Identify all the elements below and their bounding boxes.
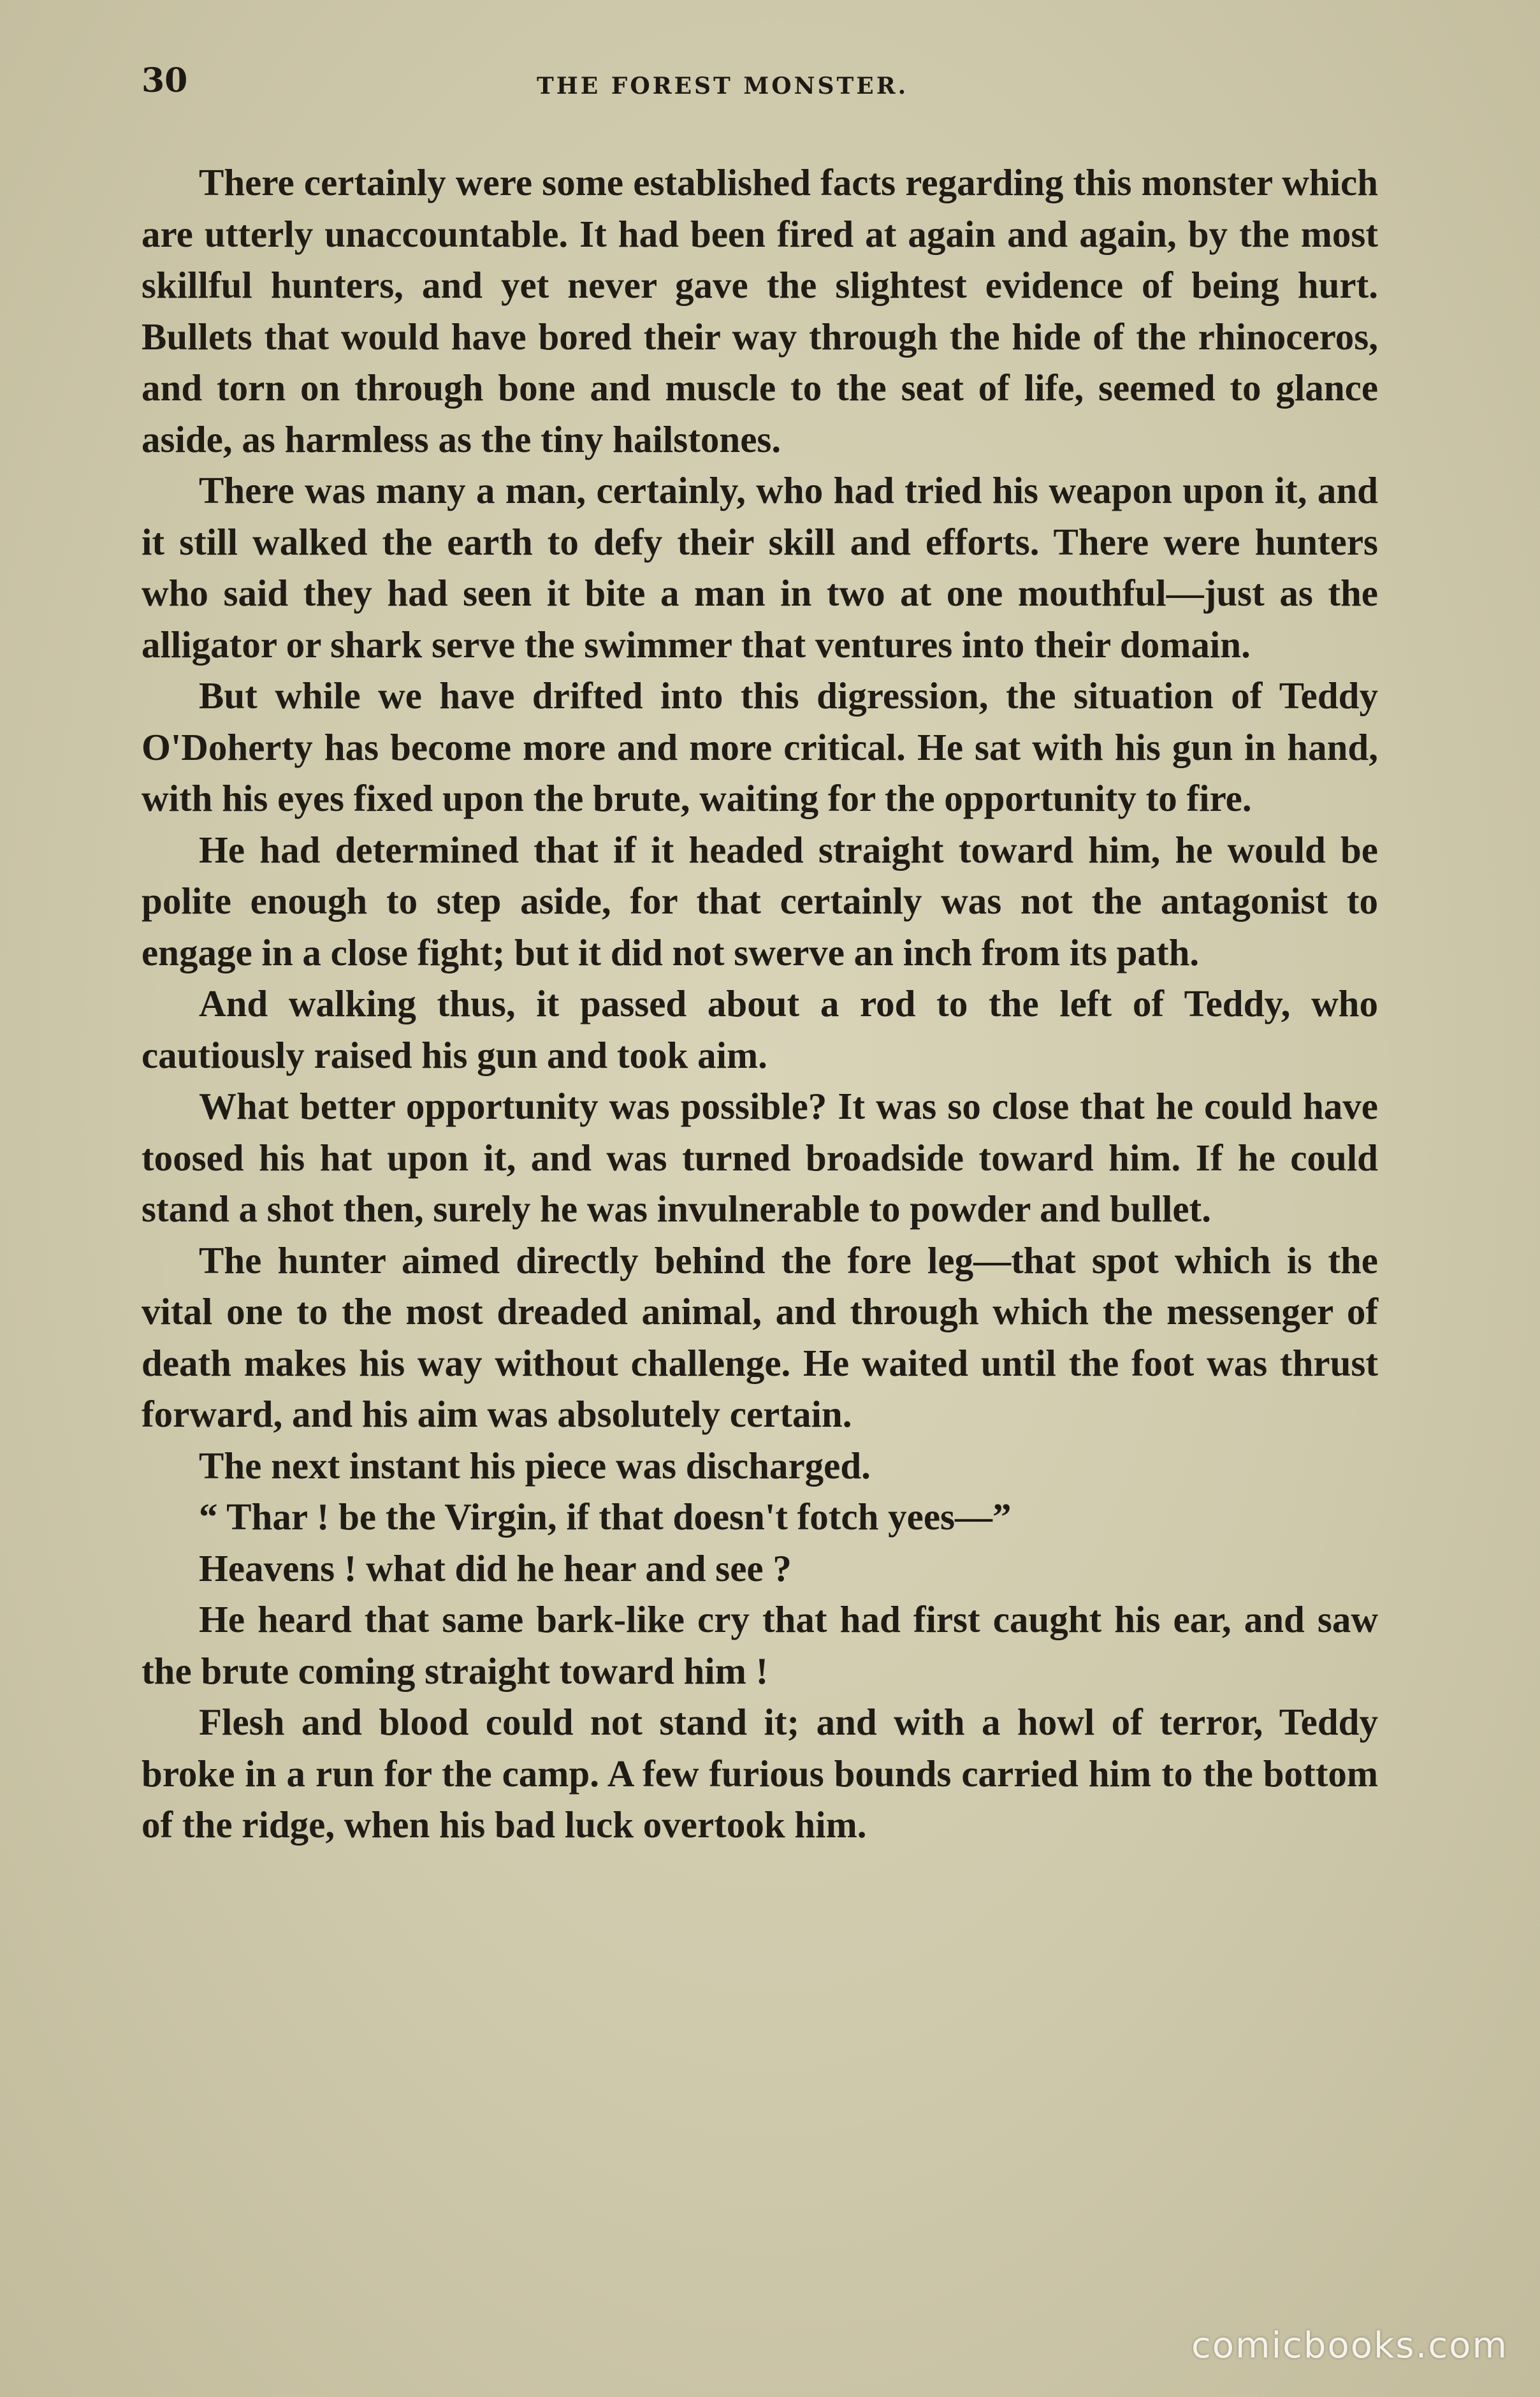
paragraph: The hunter aimed directly behind the fore leg—that spot which is the vital one to the most dreaded animal, and through which the messenger of death makes his way without challenge. He waited until the foot was thrust forward, and his aim was absolutely certain. — [142, 1239, 1378, 1435]
body-text — [142, 157, 1378, 1851]
paragraph: “ Thar ! be the Virgin, if that doesn't fotch yees—” — [199, 1496, 1012, 1538]
paragraph: And walking thus, it passed about a rod to the left of Teddy, who cautiously raised his gun and took aim. — [142, 982, 1378, 1076]
running-title: THE FOREST MONSTER. — [537, 73, 909, 99]
paragraph: He heard that same bark-like cry that had first caught his ear, and saw the brute coming straight toward him ! — [142, 1598, 1378, 1692]
paragraph: He had determined that if it headed straight toward him, he would be polite enough to step aside, for that certainly was not the antagonist to engage in a close fight; but it did not swerve an inch from its path. — [142, 828, 1378, 973]
paragraph: What better opportunity was possible? It was so close that he could have toosed his hat upon it, and was turned broadside toward him. If he could stand a shot then, surely he was invulnerable to powder and bullet. — [142, 1085, 1378, 1230]
page-header — [142, 61, 1384, 112]
paragraph: There was many a man, certainly, who had tried his weapon upon it, and it still walked the earth to defy their skill and efforts. There were hunters who said they had seen it bite a man in two at one mouthful—just as the alligator or shark serve the swimmer that ventures into their domain. — [142, 469, 1378, 666]
paragraph: The next instant his piece was discharged. — [199, 1444, 871, 1487]
site-watermark: comicbooks.com — [1191, 2325, 1508, 2366]
paragraph: Heavens ! what did he hear and see ? — [199, 1547, 792, 1589]
paragraph: There certainly were some established facts regarding this monster which are utterly unaccountable. It had been fired at again and again, by the most skillful hunters, and yet never gave the slightest evidence of being hurt. Bullets that would have bored their way through the hide of the rhinoceros, and torn on through bone and muscle to the seat of life, seemed to glance aside, as harmless as the tiny hailstones. — [142, 161, 1378, 460]
paragraph: Flesh and blood could not stand it; and with a howl of terror, Teddy broke in a run for the camp. A few furious bounds carried him to the bottom of the ridge, when his bad luck overtook him. — [142, 1701, 1378, 1846]
paragraph: But while we have drifted into this digression, the situation of Teddy O'Doherty has become more and more critical. He sat with his gun in hand, with his eyes fixed upon the brute, waiting for the opportunity to fire. — [142, 674, 1378, 819]
page-number: 30 — [142, 61, 188, 100]
